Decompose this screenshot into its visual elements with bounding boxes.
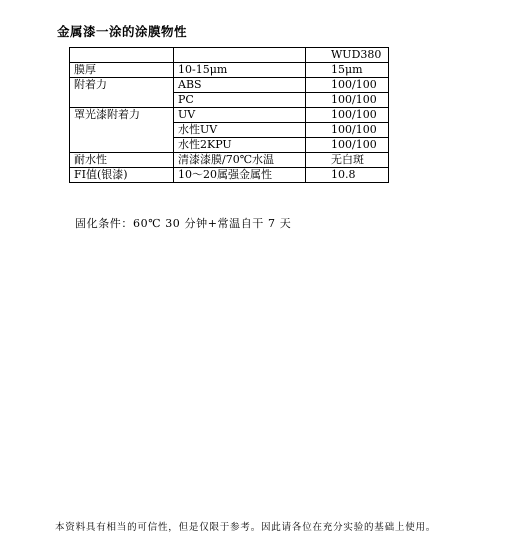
properties-table <box>69 47 389 183</box>
test-condition: UV <box>174 108 306 123</box>
table-header-row <box>70 48 389 63</box>
table-row <box>70 78 389 93</box>
test-condition: 10～20属强金属性 <box>174 168 306 183</box>
test-result: 100/100 <box>306 93 389 108</box>
curing-condition-text: 固化条件：60℃ 30 分钟+常温自干 7 天 <box>75 217 292 230</box>
test-result: 10.8 <box>306 168 389 183</box>
test-condition: 10-15μm <box>174 63 306 78</box>
disclaimer-footer: 本资料具有相当的可信性，但是仅限于参考。因此请各位在充分实验的基础上使用。 <box>55 522 437 533</box>
test-condition: 清漆漆膜/70℃水温 <box>174 153 306 168</box>
test-condition: 水性2KPU <box>174 138 306 153</box>
property-label: 膜厚 <box>70 63 174 78</box>
document-title: 金属漆一涂的涂膜物性 <box>57 24 188 39</box>
test-result: 100/100 <box>306 78 389 93</box>
test-result: 100/100 <box>306 138 389 153</box>
table-row <box>70 108 389 123</box>
test-condition: 水性UV <box>174 123 306 138</box>
property-label: FI值(银漆) <box>70 168 174 183</box>
table-cell <box>70 48 174 63</box>
property-label: 附着力 <box>70 78 174 108</box>
table-row <box>70 63 389 78</box>
table-row <box>70 168 389 183</box>
test-result: 15μm <box>306 63 389 78</box>
test-condition: PC <box>174 93 306 108</box>
test-condition: ABS <box>174 78 306 93</box>
test-result: 100/100 <box>306 123 389 138</box>
test-result: 无白斑 <box>306 153 389 168</box>
product-column-header: WUD380 <box>306 48 389 63</box>
property-label: 耐水性 <box>70 153 174 168</box>
table-cell <box>174 48 306 63</box>
test-result: 100/100 <box>306 108 389 123</box>
table-row <box>70 153 389 168</box>
property-label: 罩光漆附着力 <box>70 108 174 153</box>
